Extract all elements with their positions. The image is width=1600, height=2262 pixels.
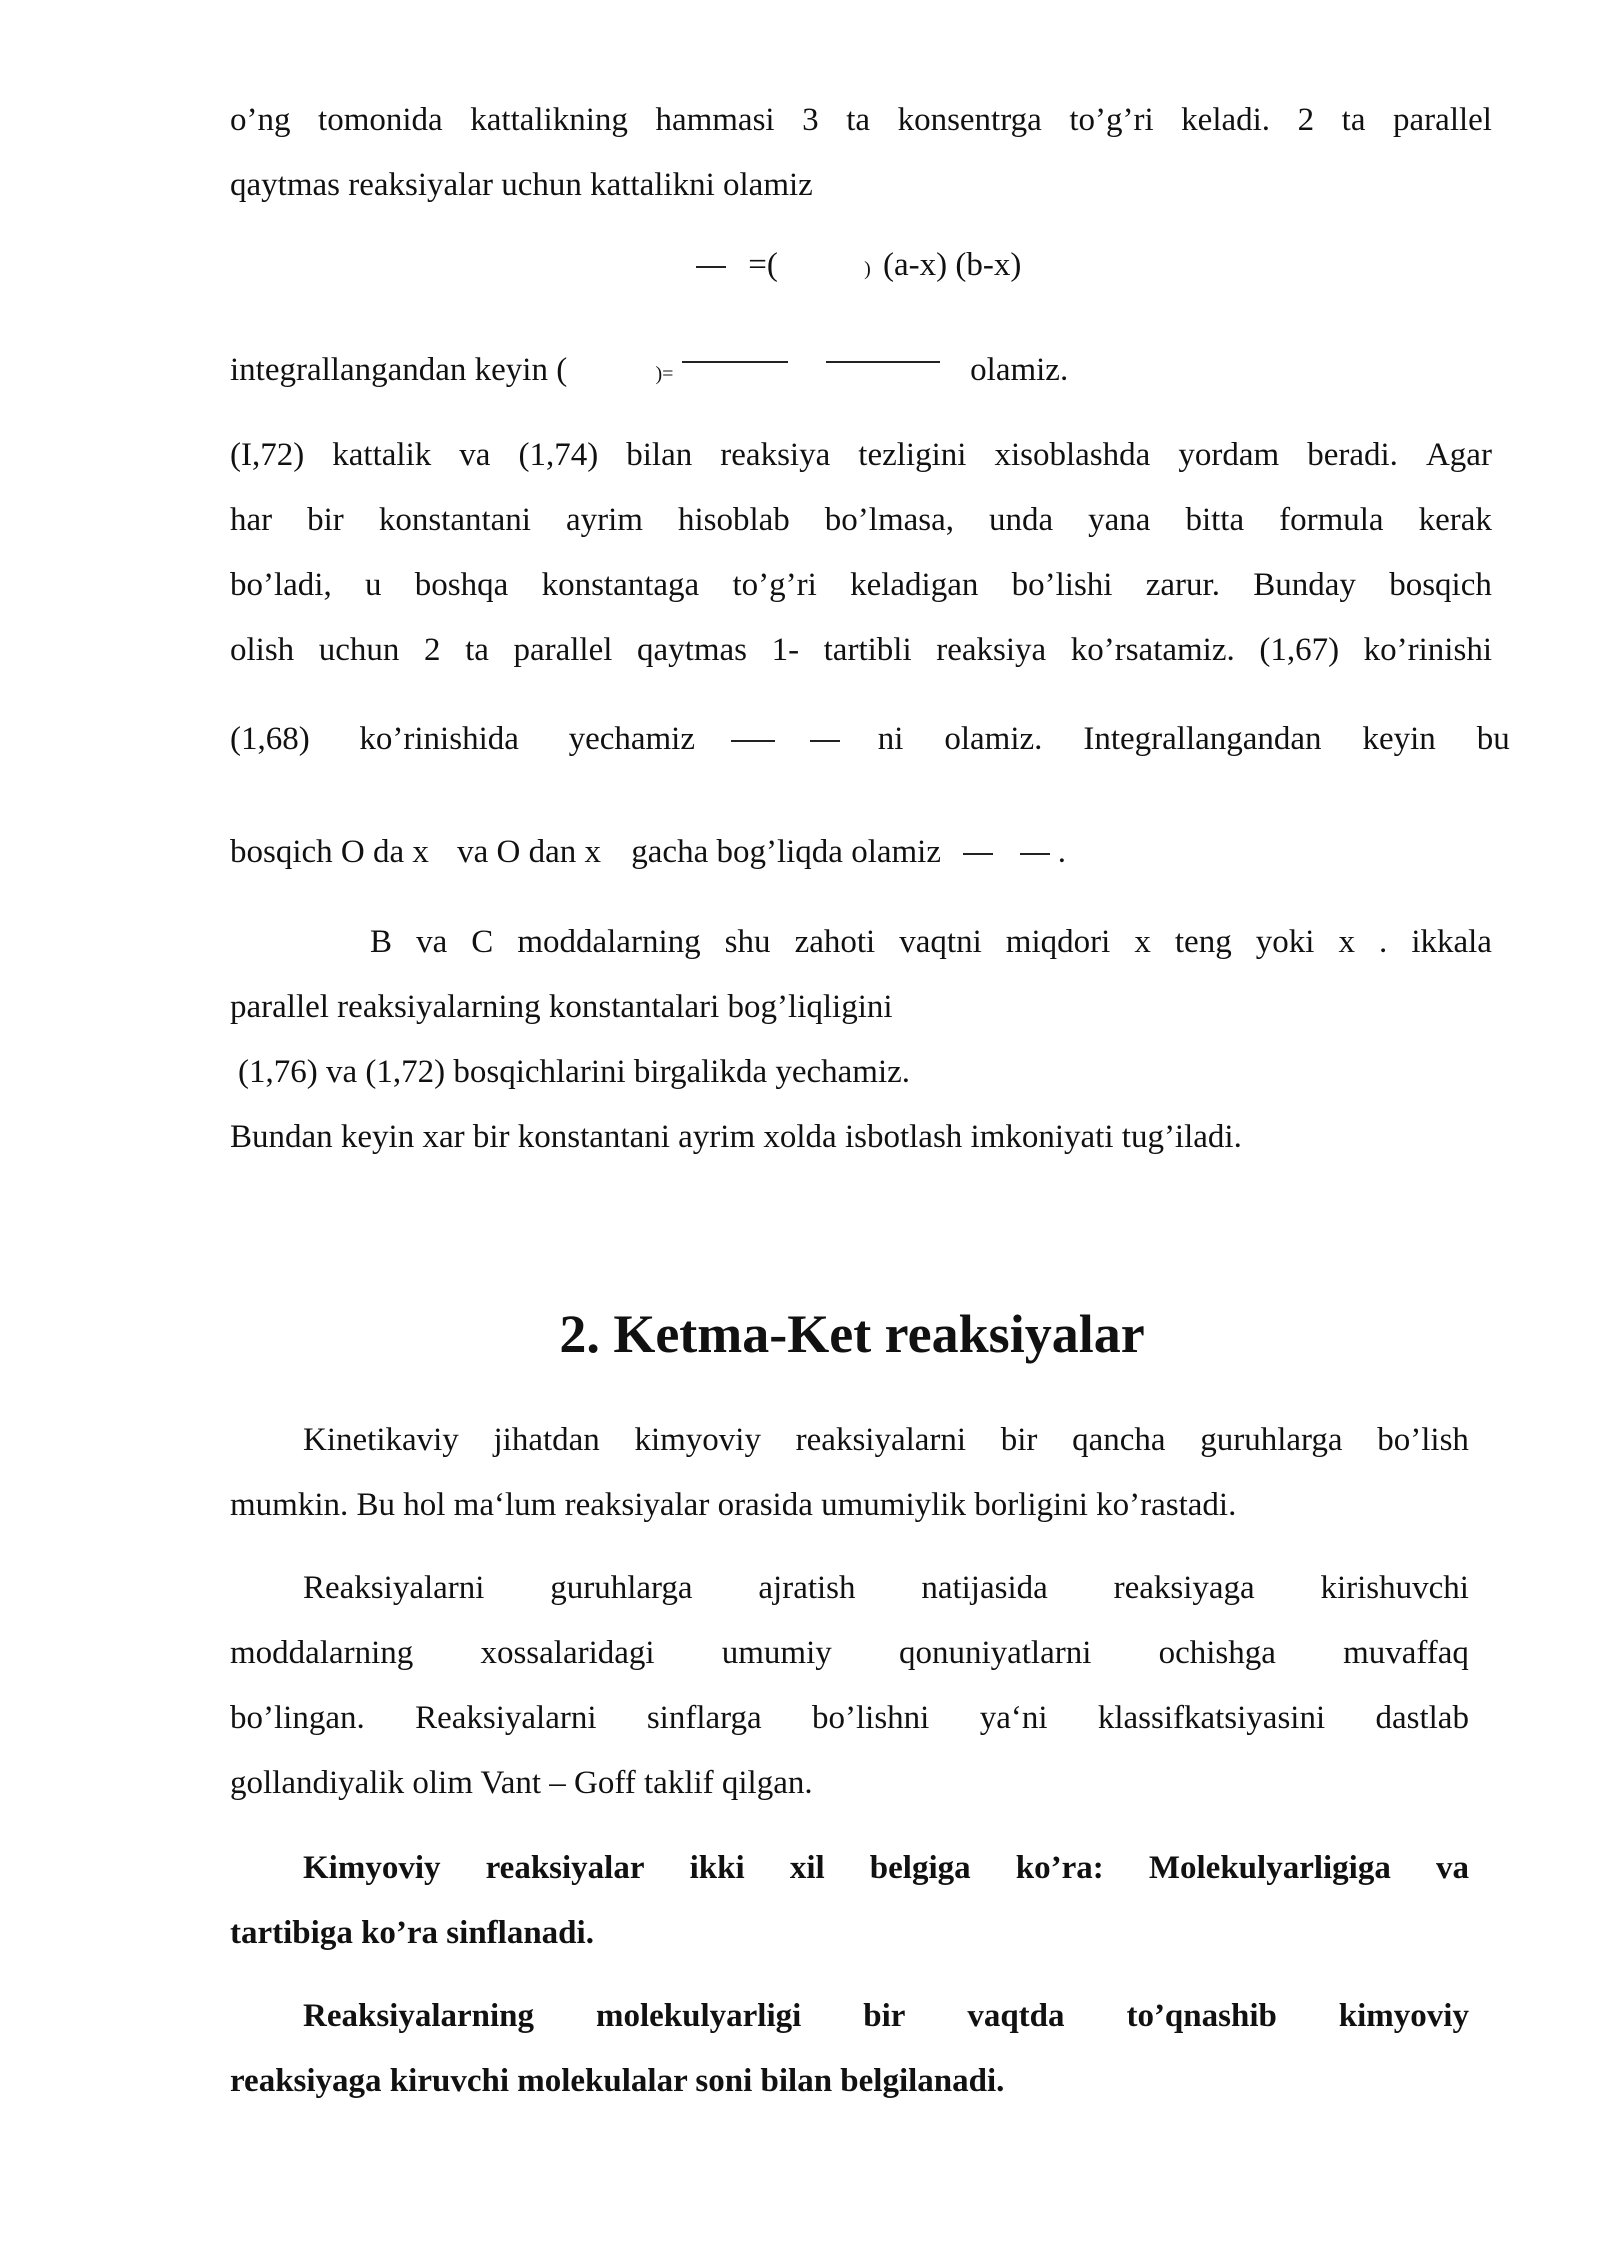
word: moddalarning — [230, 1635, 414, 1671]
word: bir — [863, 1998, 906, 2034]
word: boshqa — [414, 567, 509, 603]
fraction-bar — [810, 740, 840, 742]
text-line: (1,76) va (1,72) bosqichlarini birgalikda yechamiz. — [238, 1054, 911, 1090]
word: Integrallangandan — [1083, 721, 1322, 757]
word: xisoblashda — [994, 437, 1151, 473]
word: dastlab — [1375, 1700, 1469, 1736]
fraction-bar — [826, 361, 940, 363]
text-line: parallel reaksiyalarning konstantalari bog’liqligini — [230, 989, 893, 1025]
word: bilan — [626, 437, 693, 473]
word: reaksiya — [936, 632, 1047, 668]
text-span: olamiz. — [970, 352, 1069, 388]
word: x — [1134, 924, 1151, 960]
word: uchun — [318, 632, 400, 668]
word: tomonida — [318, 102, 443, 138]
text-line — [303, 1568, 1469, 1608]
text-line — [230, 1698, 1469, 1738]
section-heading: 2. Ketma-Ket reaksiyalar — [559, 1304, 1145, 1364]
text-line — [230, 719, 1510, 759]
equation-paren: ) — [864, 258, 871, 280]
text-span: integrallangandan keyin ( — [230, 352, 568, 388]
word: u — [365, 567, 382, 603]
text-line — [230, 100, 1492, 140]
word: Kinetikaviy — [303, 1422, 459, 1458]
word: ko’ra: — [1015, 1850, 1104, 1886]
word: shu — [724, 924, 771, 960]
word: reaksiyaga — [1113, 1570, 1255, 1606]
word: x — [1338, 924, 1355, 960]
word: bo’lmasa, — [824, 502, 954, 538]
word: hisoblab — [677, 502, 790, 538]
word: ajratish — [758, 1570, 856, 1606]
word: to’g’ri — [1069, 102, 1154, 138]
word: yechamiz — [568, 721, 695, 757]
text-line: reaksiyaga kiruvchi molekulalar soni bilan belgilanadi. — [230, 2063, 1005, 2099]
word: Bunday — [1253, 567, 1356, 603]
word: ko’rinishida — [359, 721, 519, 757]
word: Reaksiyalarning — [303, 1998, 535, 2034]
word: to’qnashib — [1126, 1998, 1277, 2034]
word: ni — [877, 721, 904, 757]
word: teng — [1174, 924, 1232, 960]
text-line: gollandiyalik olim Vant – Goff taklif qilgan. — [230, 1765, 813, 1801]
word: bo’lishi — [1011, 567, 1113, 603]
word: ya‘ni — [979, 1700, 1048, 1736]
word: ayrim — [565, 502, 643, 538]
word: bosqich — [1389, 567, 1492, 603]
word: tartibli — [823, 632, 912, 668]
word: yana — [1088, 502, 1151, 538]
text-line — [230, 1633, 1469, 1673]
text-line — [230, 565, 1492, 605]
word: ta — [846, 102, 871, 138]
word: ko’rinishi — [1363, 632, 1492, 668]
word: Agar — [1425, 437, 1492, 473]
word: konstantani — [378, 502, 531, 538]
word: olamiz. — [944, 721, 1043, 757]
word: kattalik — [332, 437, 432, 473]
text-span — [878, 719, 1510, 759]
word: ikki — [689, 1850, 745, 1886]
word: molekulyarligi — [595, 1998, 802, 2034]
fraction-bar — [696, 266, 726, 268]
word: guruhlarga — [1200, 1422, 1343, 1458]
word: bo’lingan. — [230, 1700, 365, 1736]
text-line — [230, 500, 1492, 540]
word: (1,68) — [230, 721, 310, 757]
word: qonuniyatlarni — [898, 1635, 1092, 1671]
word: jihatdan — [493, 1422, 600, 1458]
word: yordam — [1178, 437, 1280, 473]
word: o’ng — [230, 102, 291, 138]
equation-line — [696, 245, 1021, 289]
word: Reaksiyalarni — [303, 1570, 485, 1606]
text-line — [230, 435, 1492, 475]
word: bir — [1000, 1422, 1038, 1458]
word: belgiga — [869, 1850, 971, 1886]
word: reaksiya — [720, 437, 831, 473]
word: har — [230, 502, 273, 538]
word: (1,67) — [1259, 632, 1340, 668]
text-span: va O dan x — [457, 834, 602, 870]
text-line — [230, 832, 1066, 872]
word: parallel — [513, 632, 613, 668]
fraction-bar — [1020, 853, 1050, 855]
word: Kimyoviy — [303, 1850, 441, 1886]
word: unda — [989, 502, 1054, 538]
word: parallel — [1393, 102, 1492, 138]
word: (1,74) — [518, 437, 599, 473]
word: keladi. — [1181, 102, 1271, 138]
text-span: . — [1057, 834, 1066, 870]
word: (I,72) — [230, 437, 305, 473]
text-line: qaytmas reaksiyalar uchun kattalikni olamiz — [230, 167, 813, 203]
word: konstantaga — [541, 567, 700, 603]
word: Molekulyarligiga — [1148, 1850, 1391, 1886]
word: xil — [789, 1850, 825, 1886]
word: va — [459, 437, 491, 473]
word: natijasida — [921, 1570, 1048, 1606]
text-line — [230, 350, 1068, 394]
word: va — [1435, 1850, 1469, 1886]
word: kerak — [1418, 502, 1492, 538]
text-line: mumkin. Bu hol ma‘lum reaksiyalar orasida umumiylik borligini ko’rastadi. — [230, 1487, 1237, 1523]
word: va — [416, 924, 448, 960]
text-line: Bundan keyin xar bir konstantani ayrim xolda isbotlash imkoniyati tug’iladi. — [230, 1119, 1242, 1155]
equation-text: (a-x) (b-x) — [883, 247, 1022, 283]
word: ta — [465, 632, 489, 668]
word: ko’rsatamiz. — [1070, 632, 1235, 668]
text-line — [303, 1848, 1469, 1888]
word: 2 — [424, 632, 441, 668]
fraction-bar — [731, 740, 775, 742]
word: miqdori — [1005, 924, 1111, 960]
text-span — [230, 719, 695, 759]
word: bitta — [1185, 502, 1245, 538]
word: guruhlarga — [550, 1570, 693, 1606]
word: C — [471, 924, 494, 960]
word: 3 — [802, 102, 819, 138]
word: xossalaridagi — [480, 1635, 655, 1671]
word: bu — [1476, 721, 1510, 757]
word: konsentrga — [897, 102, 1042, 138]
word: zahoti — [794, 924, 876, 960]
word: zarur. — [1145, 567, 1220, 603]
word: reaksiyalarni — [795, 1422, 967, 1458]
word: kirishuvchi — [1320, 1570, 1469, 1606]
word: vaqtni — [899, 924, 982, 960]
text-line: tartibiga ko’ra sinflanadi. — [230, 1915, 594, 1951]
fraction-bar — [963, 853, 993, 855]
word: vaqtda — [967, 1998, 1065, 2034]
word: reaksiyalar — [485, 1850, 645, 1886]
word: keyin — [1362, 721, 1436, 757]
word: moddalarning — [517, 924, 701, 960]
fraction-bar — [682, 361, 788, 363]
word: umumiy — [721, 1635, 832, 1671]
word: Reaksiyalarni — [415, 1700, 597, 1736]
word: ikkala — [1411, 924, 1492, 960]
word: keladigan — [850, 567, 979, 603]
word: 1- — [771, 632, 800, 668]
word: klassifkatsiyasini — [1097, 1700, 1326, 1736]
text-line — [230, 630, 1492, 670]
word: qaytmas — [637, 632, 747, 668]
word: kimyoviy — [634, 1422, 761, 1458]
word: tezligini — [858, 437, 967, 473]
word: bo’lish — [1377, 1422, 1469, 1458]
word: to’g’ri — [732, 567, 817, 603]
word: hammasi — [655, 102, 775, 138]
word: bo’lishni — [812, 1700, 930, 1736]
word: formula — [1279, 502, 1384, 538]
equation-text: =( — [748, 247, 778, 283]
word: sinflarga — [646, 1700, 762, 1736]
word: muvaffaq — [1343, 1635, 1469, 1671]
word: 2 — [1297, 102, 1315, 138]
word: B — [370, 924, 393, 960]
word: ochishga — [1158, 1635, 1276, 1671]
word: beradi. — [1307, 437, 1398, 473]
word: bo’ladi, — [230, 567, 332, 603]
equation-text: )= — [655, 363, 674, 385]
word: . — [1379, 924, 1388, 960]
word: kimyoviy — [1338, 1998, 1469, 2034]
word: qancha — [1072, 1422, 1166, 1458]
word: ta — [1341, 102, 1366, 138]
text-line — [303, 1420, 1469, 1460]
text-span: gacha bog’liqda olamiz — [631, 834, 941, 870]
text-line — [303, 1996, 1469, 2036]
word: yoki — [1255, 924, 1315, 960]
word: bir — [307, 502, 344, 538]
word: olish — [230, 632, 295, 668]
text-line — [370, 922, 1492, 962]
text-span: bosqich O da x — [230, 834, 429, 870]
word: kattalikning — [470, 102, 628, 138]
